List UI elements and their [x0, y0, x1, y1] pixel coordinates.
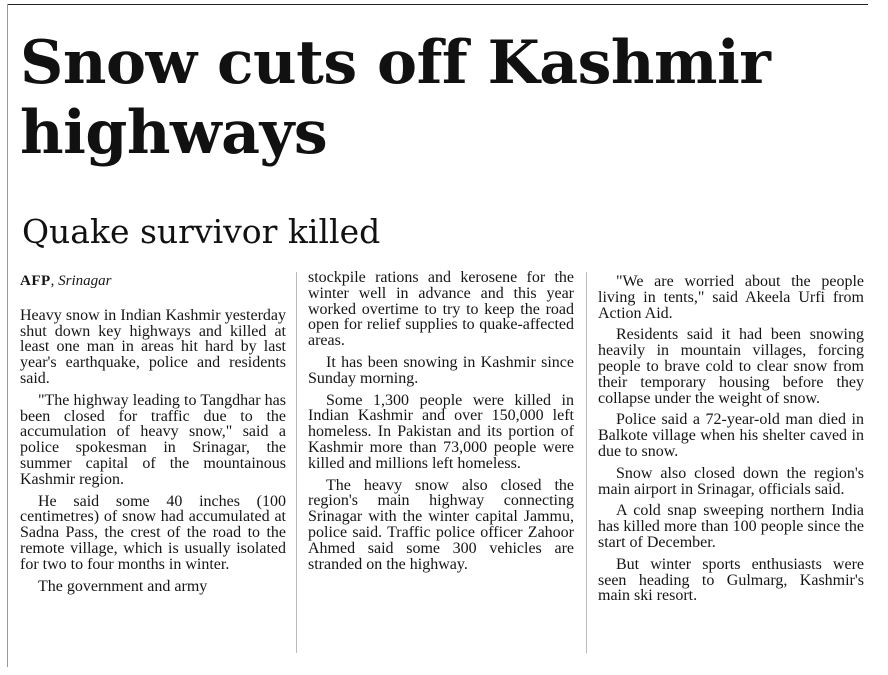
left-border-rule: [7, 4, 8, 667]
paragraph: It has been snowing in Kashmir since Sunday morning.: [308, 353, 574, 387]
paragraph: stockpile rations and kerosene for the winter well in advance and this year worked overtime to try to keep the road open for relief supplies to quake-affected areas.: [308, 269, 574, 350]
paragraph: He said some 40 inches (100 centimetres) of snow had accumulated at Sadna Pass, the crest of the road to the remote village, which is usually isolated for two to four months in winter.: [20, 492, 286, 573]
paragraph: "The highway leading to Tangdhar has been closed for traffic due to the accumulation of heavy snow," said a police spokesman in Srinagar, the summer capital of the mountainous Kashmir region.: [20, 391, 286, 488]
paragraph: A cold snap sweeping northern India has killed more than 100 people since the start of December.: [598, 502, 864, 551]
byline: AFP, Srinagar: [20, 273, 112, 289]
paragraph: Some 1,300 people were killed in Indian Kashmir and over 150,000 left homeless. In Pakistan and its portion of Kashmir more than 73,000 people were killed and millions left homeless.: [308, 391, 574, 472]
paragraph: The government and army: [38, 577, 208, 595]
paragraph: "We are worried about the people living in tents," said Akeela Urfi from Action Aid.: [598, 273, 864, 322]
paragraph: Police said a 72-year-old man died in Balkote village when his shelter caved in due to snow.: [598, 411, 864, 460]
subheadline: Quake survivor killed: [22, 212, 381, 251]
byline-location: Srinagar: [58, 273, 112, 289]
article-column-1: [20, 274, 286, 600]
article-column-3: [598, 274, 864, 610]
paragraph: The heavy snow also closed the region's main highway connecting Srinagar with the winter capital Jammu, police said. Traffic police officer Zahoor Ahmed said some 300 vehicles are stranded on the highway.: [308, 476, 574, 573]
article-column-2: [308, 270, 574, 578]
column-divider: [296, 272, 297, 653]
byline-agency: AFP: [20, 273, 51, 289]
top-border-rule: [8, 4, 868, 5]
headline: Snow cuts off Kashmir highways: [20, 28, 771, 168]
paragraph: But winter sports enthusiasts were seen heading to Gulmarg, Kashmir's main ski resort.: [598, 555, 864, 605]
column-divider: [586, 272, 587, 653]
paragraph: Heavy snow in Indian Kashmir yesterday shut down key highways and killed at least one man in areas hit hard by last year's earthquake, police and residents said.: [20, 306, 286, 387]
paragraph: Residents said it had been snowing heavily in mountain villages, forcing people to brave cold to clear snow from their temporary housing before they collapse under the weight of snow.: [598, 326, 864, 407]
paragraph: Snow also closed down the region's main airport in Srinagar, officials said.: [598, 464, 864, 498]
